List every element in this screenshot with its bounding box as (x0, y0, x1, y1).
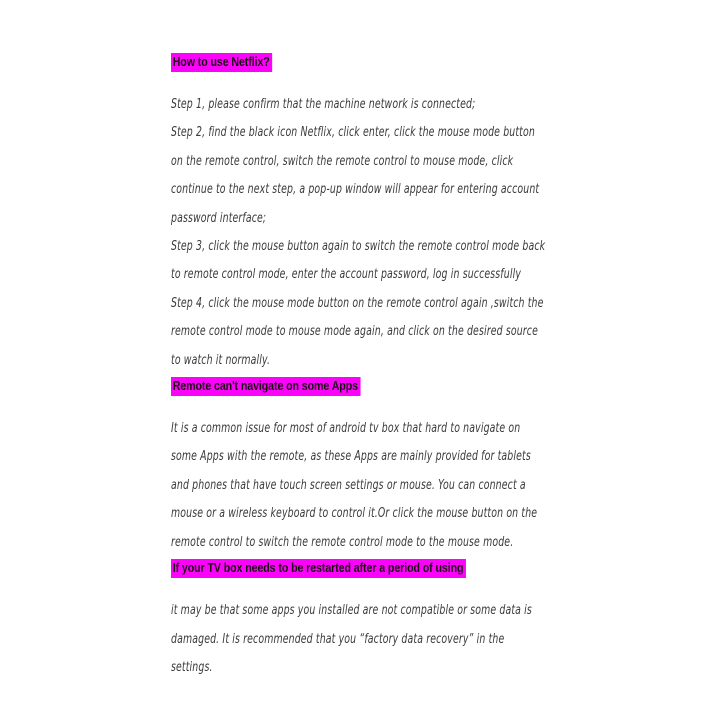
body-line: remote control to switch the remote control mode to the mouse mode. (171, 534, 514, 550)
paragraph-restart-advice (171, 597, 532, 682)
body-line: to remote control mode, enter the account password, log in successfully (171, 267, 522, 283)
section-remote-navigate-heading-row (171, 377, 591, 396)
section-heading-tv-box-restart: If your TV box needs to be restarted after a period of using (171, 559, 466, 578)
body-line: it may be that some apps you installed are not compatible or some data is (171, 603, 532, 619)
section-netflix-heading-row (171, 53, 591, 72)
section-restart-heading-row (171, 559, 591, 578)
body-line: password interface; (171, 210, 267, 226)
document-content (171, 53, 591, 684)
section-heading-remote-cant-navigate: Remote can't navigate on some Apps (171, 377, 360, 396)
body-line: on the remote control, switch the remote control to mouse mode, click (171, 153, 514, 169)
body-line: Step 1, please confirm that the machine network is connected; (171, 97, 476, 112)
body-line: and phones that have touch screen settings or mouse. You can connect a (171, 477, 526, 493)
body-line: some Apps with the remote, as these Apps are mainly provided for tablets (171, 449, 531, 465)
paragraph-netflix-steps (171, 91, 546, 375)
body-line: mouse or a wireless keyboard to control it.Or click the mouse button on the (171, 506, 538, 522)
body-line: remote control mode to mouse mode again, and click on the desired source (171, 324, 538, 340)
body-line: settings. (171, 659, 213, 675)
body-line: continue to the next step, a pop-up window will appear for entering account (171, 182, 540, 198)
body-line: Step 2, find the black icon Netflix, click enter, click the mouse mode button (171, 125, 535, 141)
body-line: It is a common issue for most of android tv box that hard to navigate on (171, 421, 521, 437)
body-line: Step 3, click the mouse button again to switch the remote control mode back (171, 239, 546, 255)
body-line: to watch it normally. (171, 352, 271, 368)
section-heading-how-to-use-netflix: How to use Netflix? (171, 53, 272, 72)
body-line: Step 4, click the mouse mode button on the remote control again ,switch the (171, 295, 544, 311)
paragraph-remote-navigate (171, 415, 538, 557)
body-line: damaged. It is recommended that you “factory data recovery” in the (171, 631, 505, 647)
